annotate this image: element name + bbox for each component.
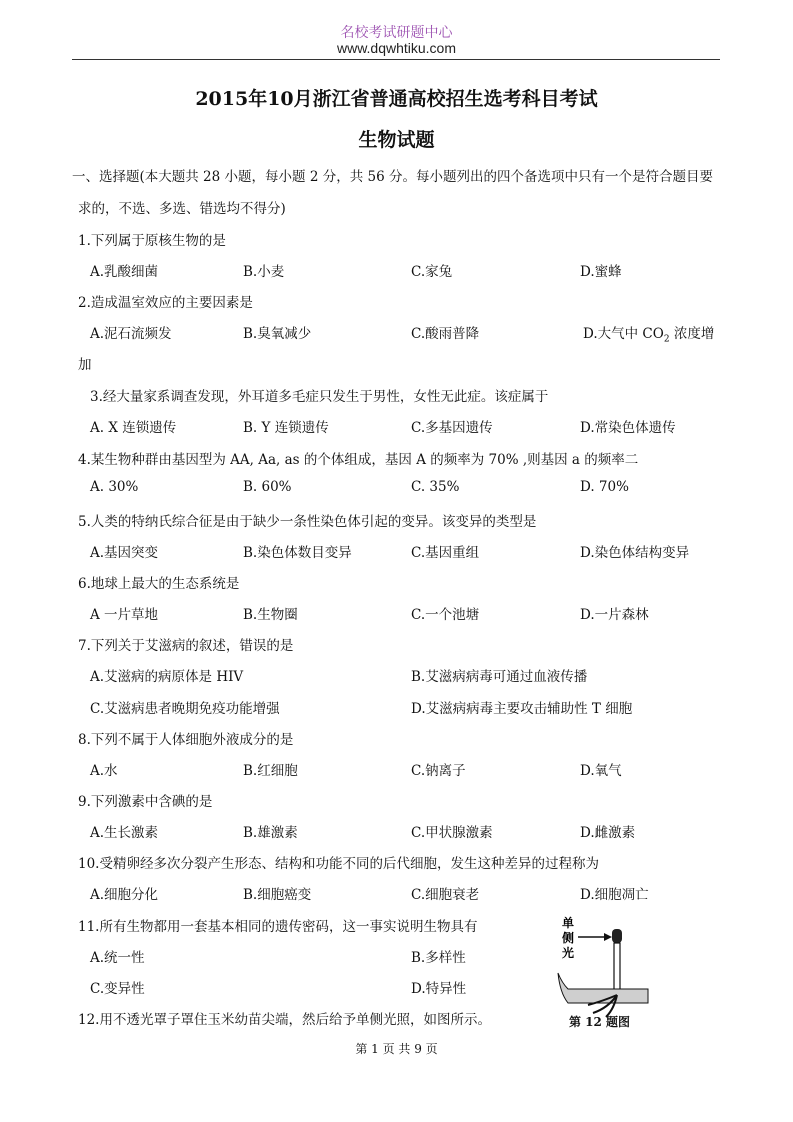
question-stem: 7.下列关于艾滋病的叙述，错误的是 [78,638,294,654]
option-a: A.生长激素 [90,825,159,841]
option-b: B.细胞癌变 [243,887,312,903]
option-b: B. 60% [243,479,292,495]
question-stem: 5.人类的特纳氏综合征是由于缺少一条性染色体引起的变异。该变异的类型是 [78,514,537,530]
option-b: B.染色体数目变异 [243,545,352,561]
question-stem: 4.某生物种群由基因型为 AA, Aa, as 的个体组成，基因 A 的频率为 70% ,则基因 a 的频率二 [78,452,639,468]
opaque-cap [612,929,622,943]
option-c: C.家兔 [411,264,453,280]
figure-label-1: 单 [562,916,575,930]
option-d: D. 70% [580,479,629,495]
option-a: A.泥石流频发 [90,326,172,342]
option-d: D.艾滋病病毒主要攻击辅助性 T 细胞 [411,701,633,717]
option-c: C.多基因遗传 [411,420,493,436]
option-c: C.变异性 [90,981,145,997]
header-divider [72,59,720,60]
question-stem: 12.用不透光罩子罩住玉米幼苗尖端，然后给予单侧光照，如图所示。 [78,1012,491,1028]
option-b: B.臭氧减少 [243,326,312,342]
section-intro-line2: 求的，不选、多选、错选均不得分) [78,201,286,217]
light-arrow-head-icon [604,933,612,941]
header-site-name: 名校考试研题中心 [340,25,453,41]
question-stem: 6.地球上最大的生态系统是 [78,576,240,592]
figure-caption: 第 12 题图 [569,1015,631,1029]
option-a: A.水 [90,763,118,779]
option-d: D.一片森林 [580,607,649,623]
option-b: B.艾滋病病毒可通过血液传播 [411,669,588,685]
option-b: B.小麦 [243,264,285,280]
option-d: D.蜜蜂 [580,264,622,280]
figure-label-2: 侧 [562,931,575,945]
option-a: A.乳酸细菌 [90,264,159,280]
option-b: B. Y 连锁遗传 [243,420,329,436]
figure-label-3: 光 [562,946,575,960]
option-c: C.钠离子 [411,763,466,779]
option-a: A. 30% [90,479,139,495]
option-d: D.常染色体遗传 [580,420,676,436]
question-stem: 10.受精卵经多次分裂产生形态、结构和功能不同的后代细胞，发生这种差异的过程称为 [78,856,599,872]
question-stem: 3.经大量家系调查发现，外耳道多毛症只发生于男性，女性无此症。该症属于 [90,389,549,405]
option-c: C.艾滋病患者晚期免疫功能增强 [90,701,280,717]
option-b: B.红细胞 [243,763,298,779]
soil [558,973,648,1003]
option-d: D.雌激素 [580,825,636,841]
page-footer: 第 1 页 共 9 页 [355,1042,438,1056]
option-a: A 一片草地 [90,607,159,623]
question-stem: 1.下列属于原核生物的是 [78,233,226,249]
option-d-wrap: 加 [78,357,92,373]
option-d: D.大气中 $CO_2$ 浓度增 [583,326,715,345]
option-b: B.雄激素 [243,825,298,841]
section-intro-line1: 一、选择题(本大题共 28 小题，每小题 2 分，共 56 分。每小题列出的四个备选项中只有一个是符合题目要 [72,169,713,185]
option-c: C.细胞衰老 [411,887,480,903]
seedling-stem [614,943,620,995]
option-d: D.染色体结构变异 [580,545,690,561]
option-b: B.多样性 [411,950,466,966]
option-b: B.生物圈 [243,607,298,623]
option-a: A.统一性 [90,950,145,966]
header-site-url[interactable]: www.dqwhtiku.com [336,40,457,56]
option-c: C.基因重组 [411,545,480,561]
option-d: D.细胞凋亡 [580,887,649,903]
exam-title: 2015年10月浙江省普通高校招生选考科目考试 [195,88,598,110]
option-c: C.一个池塘 [411,607,480,623]
option-c: C.酸雨普降 [411,326,480,342]
option-a: A.艾滋病的病原体是 HIV [90,669,244,685]
option-d: D.氧气 [580,763,622,779]
option-a: A. X 连锁遗传 [90,420,177,436]
question-stem: 8.下列不属于人体细胞外液成分的是 [78,732,294,748]
question-stem: 2.造成温室效应的主要因素是 [78,295,253,311]
option-a: A.基因突变 [90,545,159,561]
option-a: A.细胞分化 [90,887,159,903]
question-stem: 11.所有生物都用一套基本相同的遗传密码，这一事实说明生物具有 [78,919,478,935]
subject-title: 生物试题 [358,129,435,151]
option-c: C.甲状腺激素 [411,825,493,841]
question-stem: 9.下列激素中含碘的是 [78,794,213,810]
option-d: D.特异性 [411,981,467,997]
option-c: C. 35% [411,479,460,495]
